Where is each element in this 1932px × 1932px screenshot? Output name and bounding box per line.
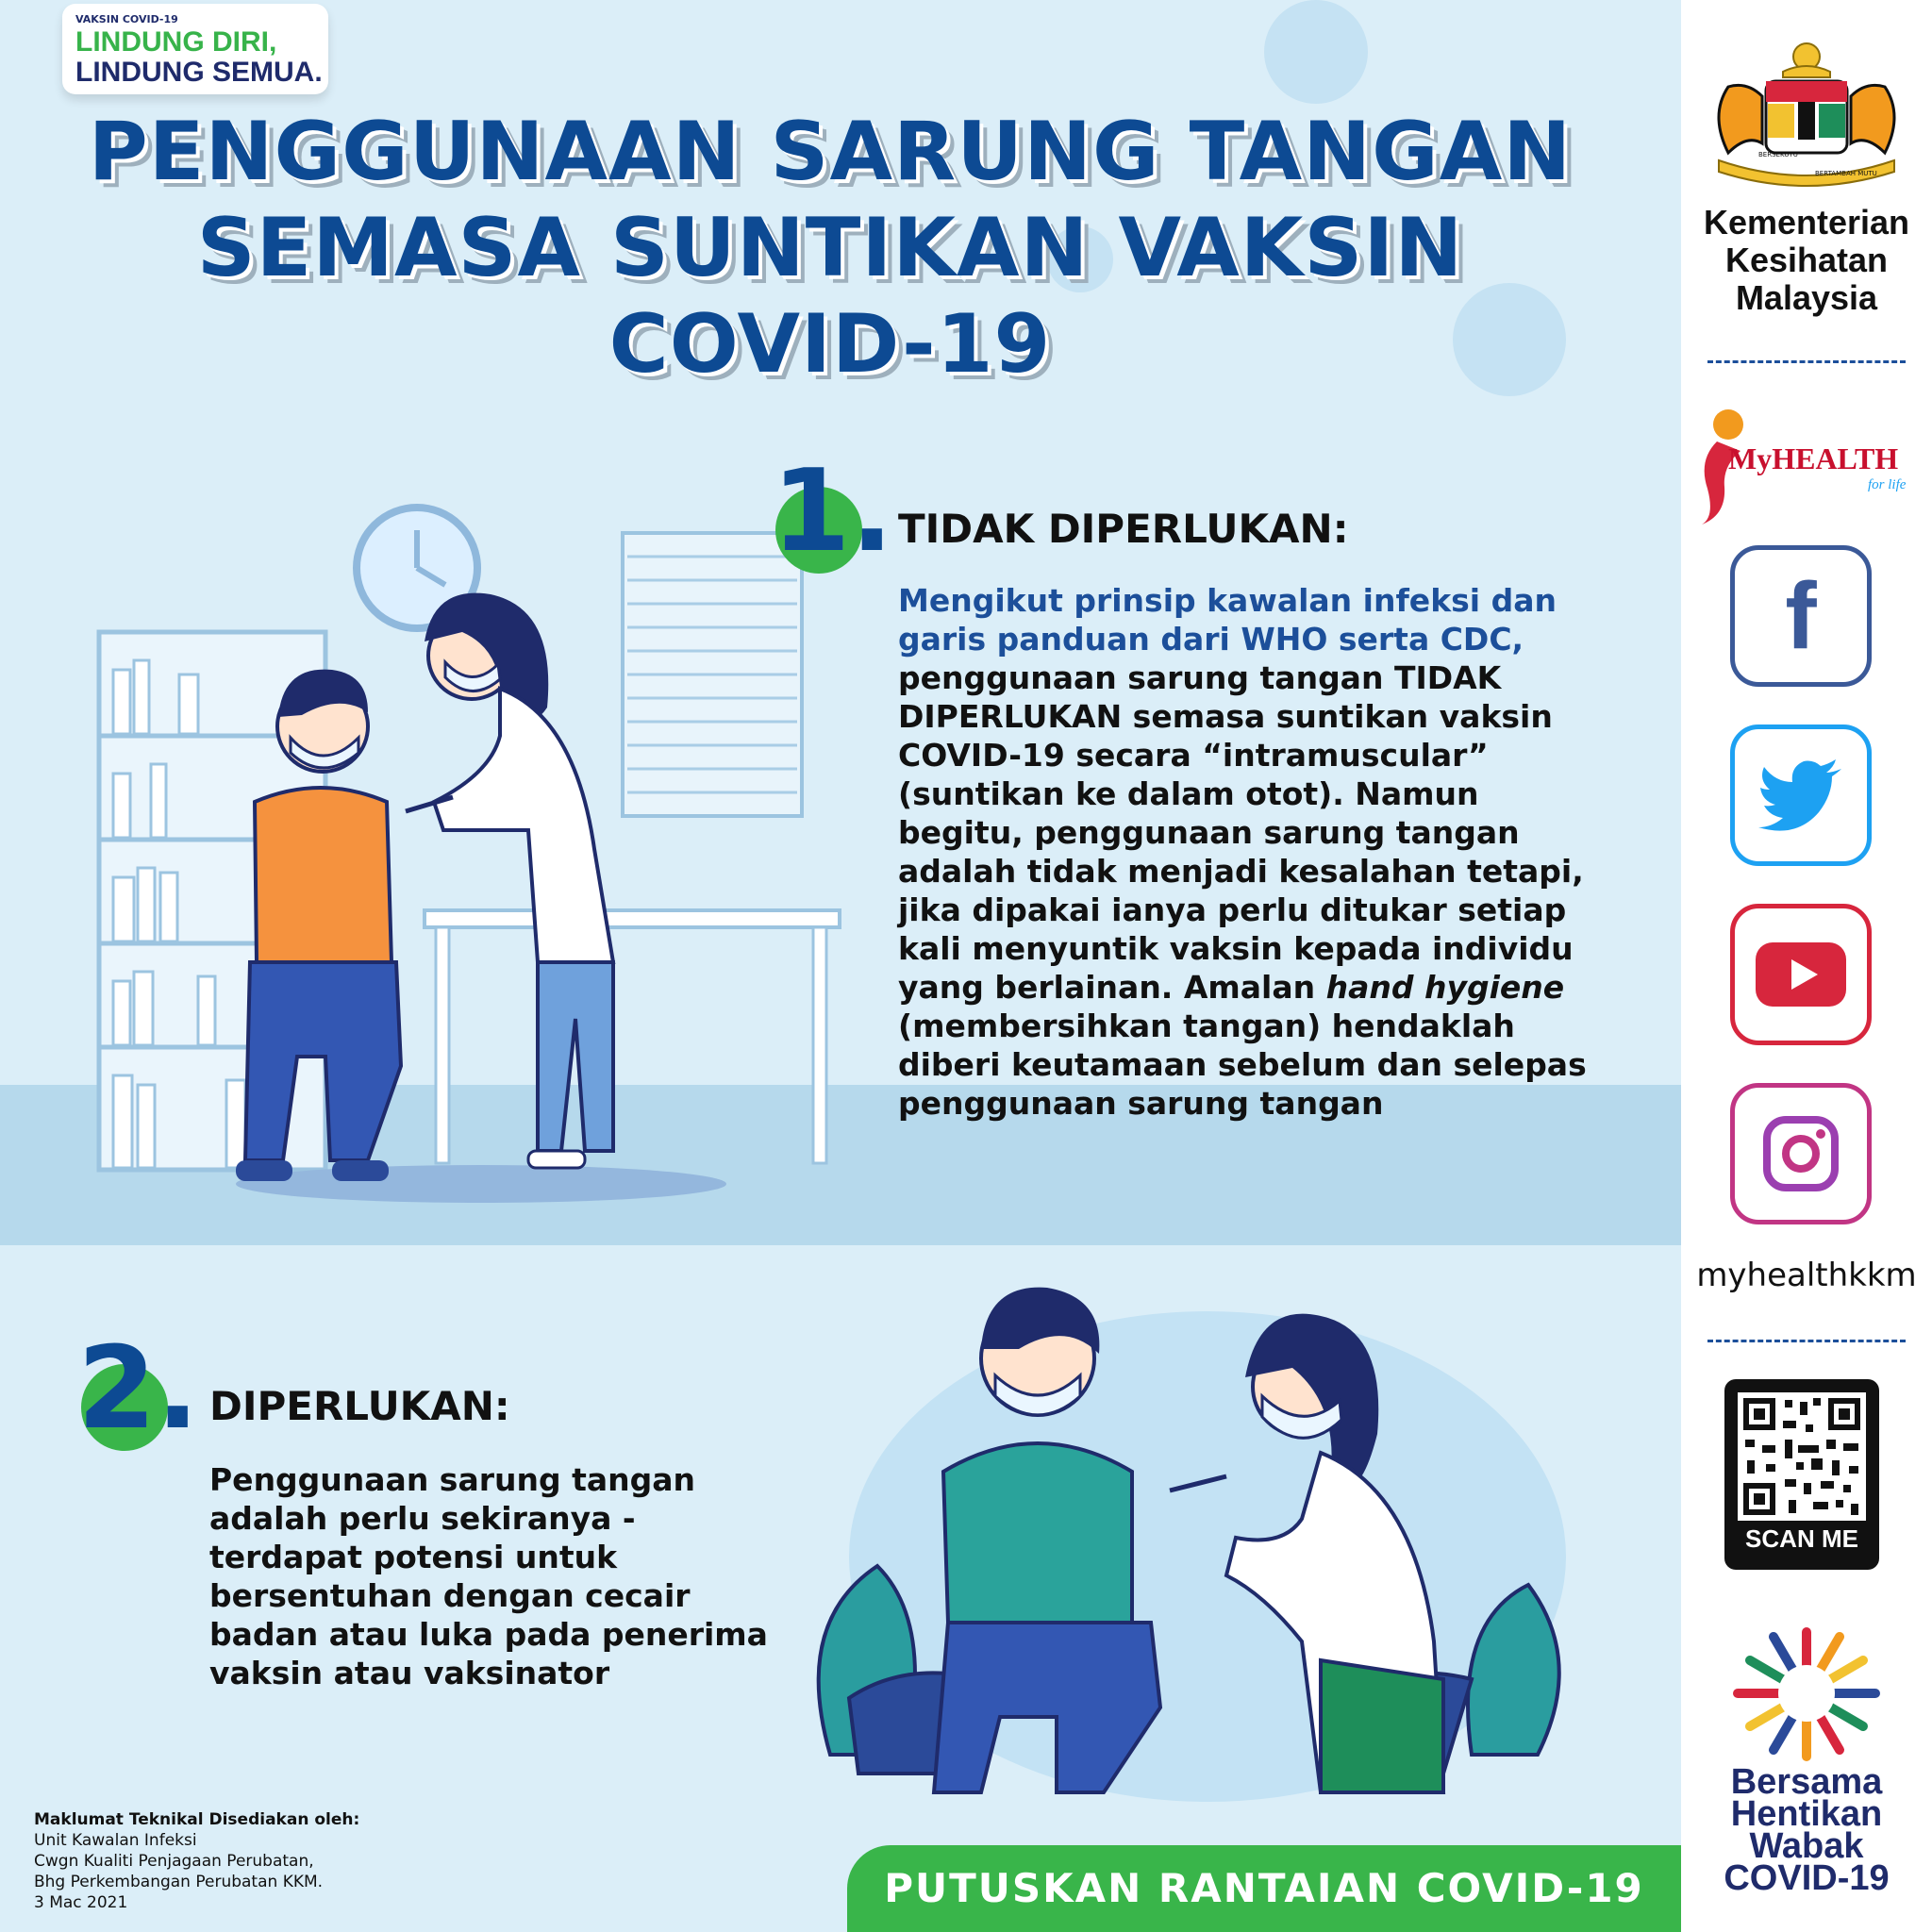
crest-ribbon-left: BERSEKUTU	[1758, 151, 1798, 158]
section2-body: Penggunaan sarung tangan adalah perlu sekiranya - terdapat potensi untuk bersentuhan dengan cecair badan atau luka pada penerima vaksin atau vaksinator	[209, 1461, 768, 1691]
divider	[1707, 360, 1906, 363]
myhealth-tagline: for life	[1868, 477, 1907, 492]
credits-line3: Bhg Perkembangan Perubatan KKM.	[34, 1873, 324, 1891]
section1-number: 1.	[772, 446, 894, 577]
floor-rug	[236, 1165, 726, 1203]
page-title	[57, 104, 1604, 392]
credits-line2: Cwgn Kualiti Penjagaan Perubatan,	[34, 1852, 314, 1871]
section2-number: 2.	[77, 1324, 200, 1455]
campaign-tag	[62, 4, 328, 94]
title-line1: PENGGUNAAN SARUNG TANGAN	[88, 105, 1573, 199]
ministry-name	[1681, 204, 1932, 317]
section1-body-after: (membersihkan tangan) hendaklah diberi keutamaan sebelum dan selepas penggunaan sarung tangan	[898, 1008, 1587, 1122]
myhealth-logo	[1689, 404, 1924, 526]
qr-code[interactable]	[1724, 1379, 1879, 1570]
campaign-line2: LINDUNG SEMUA.	[75, 57, 323, 88]
desk	[425, 910, 840, 927]
section1-lead: Mengikut prinsip kawalan infeksi dan garis panduan dari WHO serta CDC,	[898, 582, 1557, 658]
campaign-line1: LINDUNG DIRI,	[75, 26, 277, 58]
section1-body-before: penggunaan sarung tangan TIDAK DIPERLUKAN semasa suntikan vaksin COVID-19 secara “intramuscular” (suntikan ke dalam otot). Namun begitu, penggunaan sarung tangan adalah tidak menjadi kesalahan tetapi, jika dipakai ianya perlu ditukar setiap kali menyuntik vaksin kepada individu yang berlainan. Amalan	[898, 659, 1584, 1006]
social-handle: myhealthkkm	[1696, 1257, 1917, 1294]
campaign-small: VAKSIN COVID-19	[75, 13, 178, 25]
section2-heading: DIPERLUKAN:	[209, 1383, 510, 1429]
qr-label: SCAN ME	[1745, 1524, 1858, 1553]
myhealth-name: MyHEALTH	[1728, 441, 1899, 475]
credits	[34, 1809, 359, 1913]
bersama-text	[1681, 1762, 1932, 1898]
ministry-line1: Kementerian	[1703, 203, 1910, 242]
credits-heading: Maklumat Teknikal Disediakan oleh:	[34, 1810, 360, 1829]
bersama-line3: Wabak	[1749, 1826, 1864, 1866]
vaccination-illustration-2	[792, 1264, 1585, 1811]
bersama-line2: Hentikan	[1730, 1794, 1883, 1834]
vaccination-illustration-1	[85, 491, 858, 1208]
title-line3: COVID-19	[608, 297, 1052, 391]
credits-line1: Unit Kawalan Infeksi	[34, 1831, 197, 1850]
instagram-icon[interactable]	[1730, 1083, 1872, 1224]
credits-date: 3 Mac 2021	[34, 1893, 128, 1912]
ministry-line3: Malaysia	[1735, 278, 1878, 317]
bersama-burst-logo	[1726, 1623, 1887, 1764]
section1-body	[898, 581, 1596, 1123]
crest-ribbon-right: BERTAMBAH MUTU	[1815, 170, 1877, 177]
footer-banner: PUTUSKAN RANTAIAN COVID-19	[847, 1845, 1681, 1932]
ministry-line2: Kesihatan	[1724, 241, 1889, 279]
section1-heading: TIDAK DIPERLUKAN:	[898, 506, 1349, 552]
virus-decoration	[1264, 0, 1368, 104]
malaysia-crest-logo	[1700, 40, 1913, 191]
facebook-icon[interactable]: f	[1730, 545, 1872, 687]
youtube-icon[interactable]	[1730, 904, 1872, 1045]
bersama-line1: Bersama	[1730, 1762, 1883, 1802]
bersama-line4: COVID-19	[1724, 1858, 1890, 1898]
section1-body-italic: hand hygiene	[1325, 969, 1565, 1006]
divider	[1707, 1340, 1906, 1342]
title-line2: SEMASA SUNTIKAN VAKSIN	[196, 201, 1464, 295]
twitter-icon[interactable]	[1730, 724, 1872, 866]
